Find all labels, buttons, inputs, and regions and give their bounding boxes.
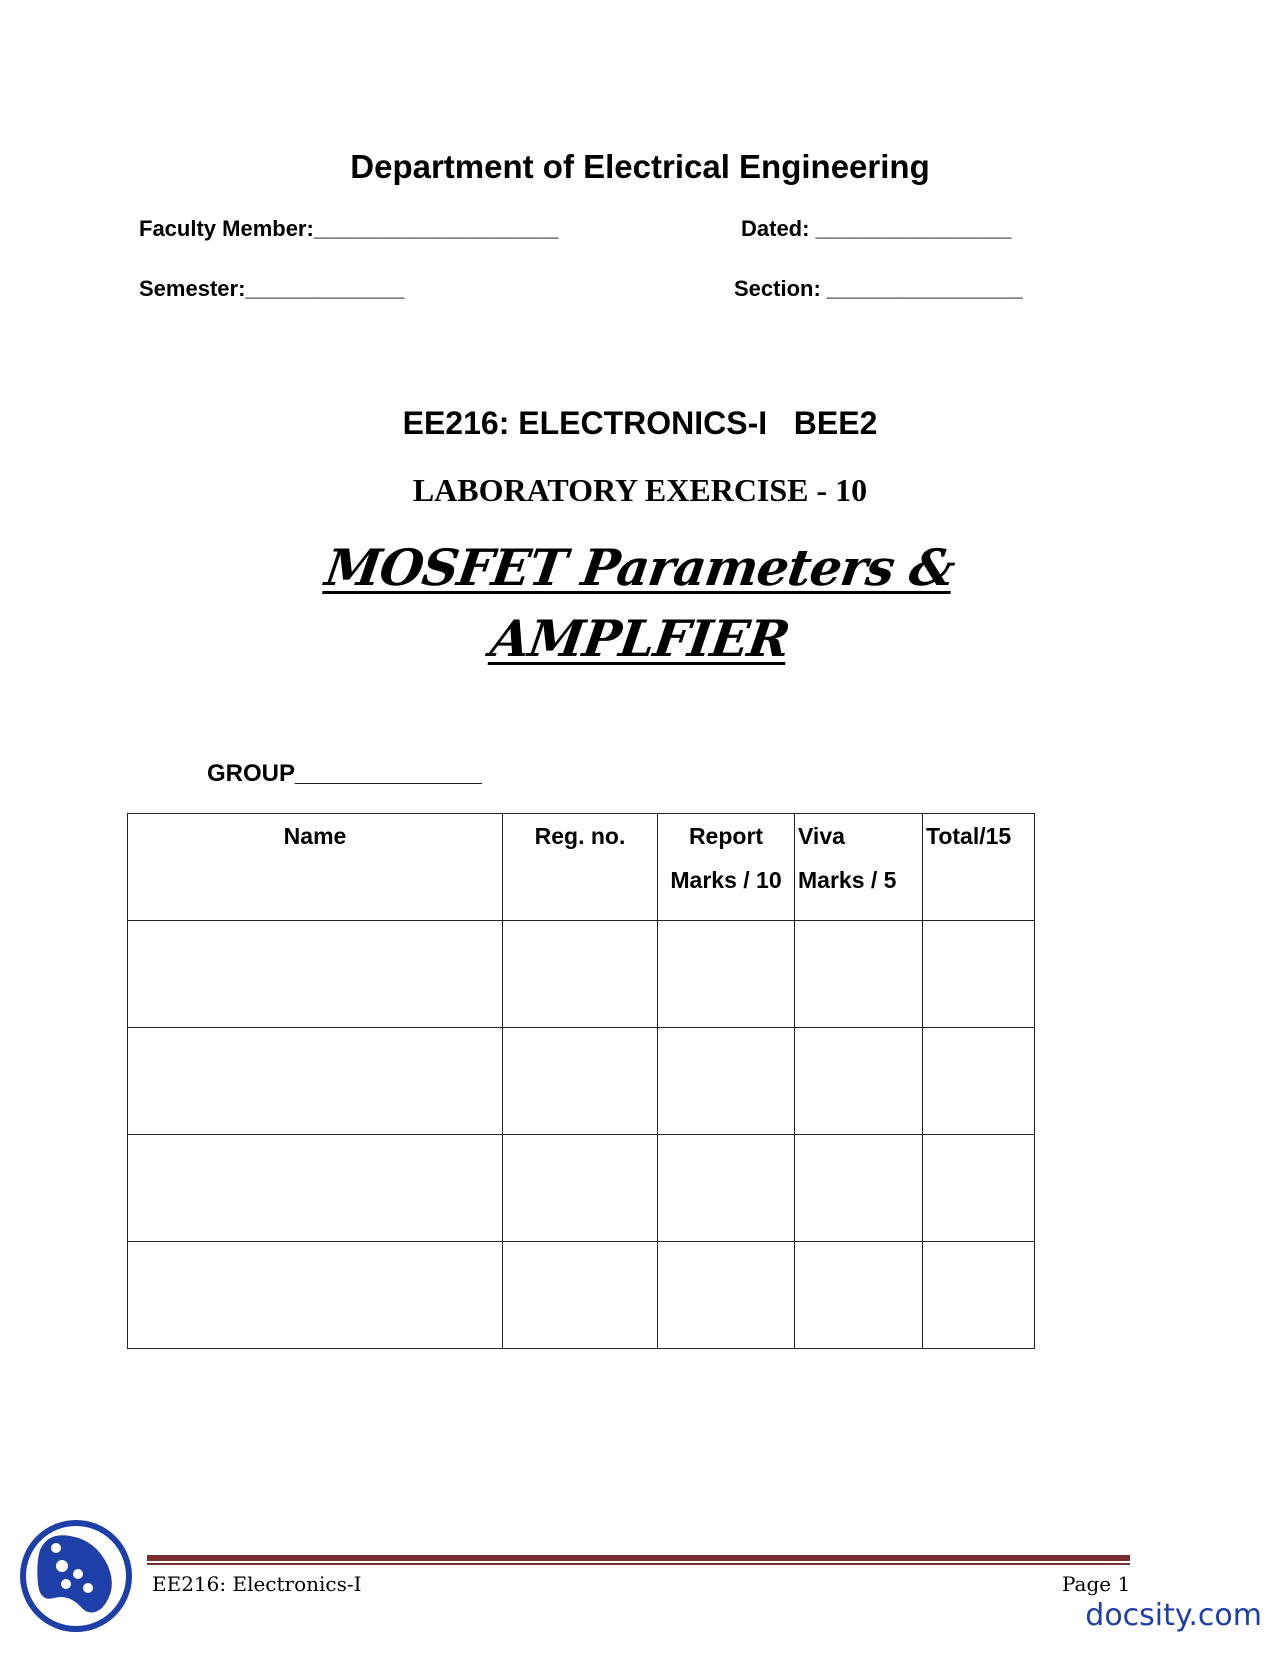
- total-cell[interactable]: [923, 1135, 1035, 1242]
- header-name: [128, 814, 503, 921]
- semester-field: Semester:_____________: [139, 276, 405, 301]
- report-marks-cell[interactable]: [658, 1028, 795, 1135]
- reg-no-cell[interactable]: [503, 1028, 658, 1135]
- header-report-marks-label: Report Marks / 10: [670, 823, 782, 893]
- dated-field: Dated: ________________: [741, 216, 1012, 241]
- name-cell[interactable]: [128, 1242, 503, 1349]
- footer-page-number: Page 1: [1062, 1572, 1131, 1596]
- course-code-title: EE216: ELECTRONICS-I BEE2: [402, 405, 878, 441]
- reg-no-cell[interactable]: [503, 1135, 658, 1242]
- total-cell[interactable]: [923, 921, 1035, 1028]
- section-field: Section: ________________: [734, 276, 1023, 301]
- table-header-row: [128, 814, 1035, 921]
- reg-no-cell[interactable]: [503, 1242, 658, 1349]
- viva-marks-cell[interactable]: [795, 1242, 923, 1349]
- footer-rule-thick: [147, 1555, 1130, 1561]
- footer-rule-thin: [147, 1563, 1130, 1565]
- viva-marks-cell[interactable]: [795, 1028, 923, 1135]
- docsity-watermark[interactable]: docsity.com: [1085, 1598, 1262, 1633]
- table-row: [128, 1135, 1035, 1242]
- header-name-label: Name: [283, 823, 347, 849]
- name-cell[interactable]: [128, 1028, 503, 1135]
- header-reg-no: [503, 814, 658, 921]
- viva-marks-cell[interactable]: [795, 1135, 923, 1242]
- faculty-member-field: Faculty Member:____________________: [139, 216, 559, 241]
- header-total: [923, 814, 1035, 921]
- report-marks-cell[interactable]: [658, 1135, 795, 1242]
- table-row: [128, 1242, 1035, 1349]
- grades-table: [127, 813, 1035, 1349]
- experiment-title-line2: AMPLFIER: [487, 609, 793, 668]
- table-row: [128, 1028, 1035, 1135]
- header-viva-marks-label: Viva Marks / 5: [798, 823, 897, 893]
- total-cell[interactable]: [923, 1242, 1035, 1349]
- name-cell[interactable]: [128, 921, 503, 1028]
- lab-exercise-number: LABORATORY EXERCISE - 10: [412, 472, 868, 508]
- table-row: [128, 921, 1035, 1028]
- group-field: GROUP______________: [207, 760, 482, 787]
- header-viva-marks: [795, 814, 923, 921]
- header-reg-no-label: Reg. no.: [534, 823, 626, 849]
- experiment-title-line1: MOSFET Parameters &: [321, 538, 959, 597]
- name-cell[interactable]: [128, 1135, 503, 1242]
- viva-marks-cell[interactable]: [795, 921, 923, 1028]
- total-cell[interactable]: [923, 1028, 1035, 1135]
- report-marks-cell[interactable]: [658, 1242, 795, 1349]
- report-marks-cell[interactable]: [658, 921, 795, 1028]
- reg-no-cell[interactable]: [503, 921, 658, 1028]
- header-total-label: Total/15: [926, 823, 1012, 849]
- header-report-marks: [658, 814, 795, 921]
- footer-course-name: EE216: Electronics-I: [152, 1572, 362, 1596]
- department-title: Department of Electrical Engineering: [350, 148, 930, 185]
- university-logo-icon: [18, 1518, 134, 1634]
